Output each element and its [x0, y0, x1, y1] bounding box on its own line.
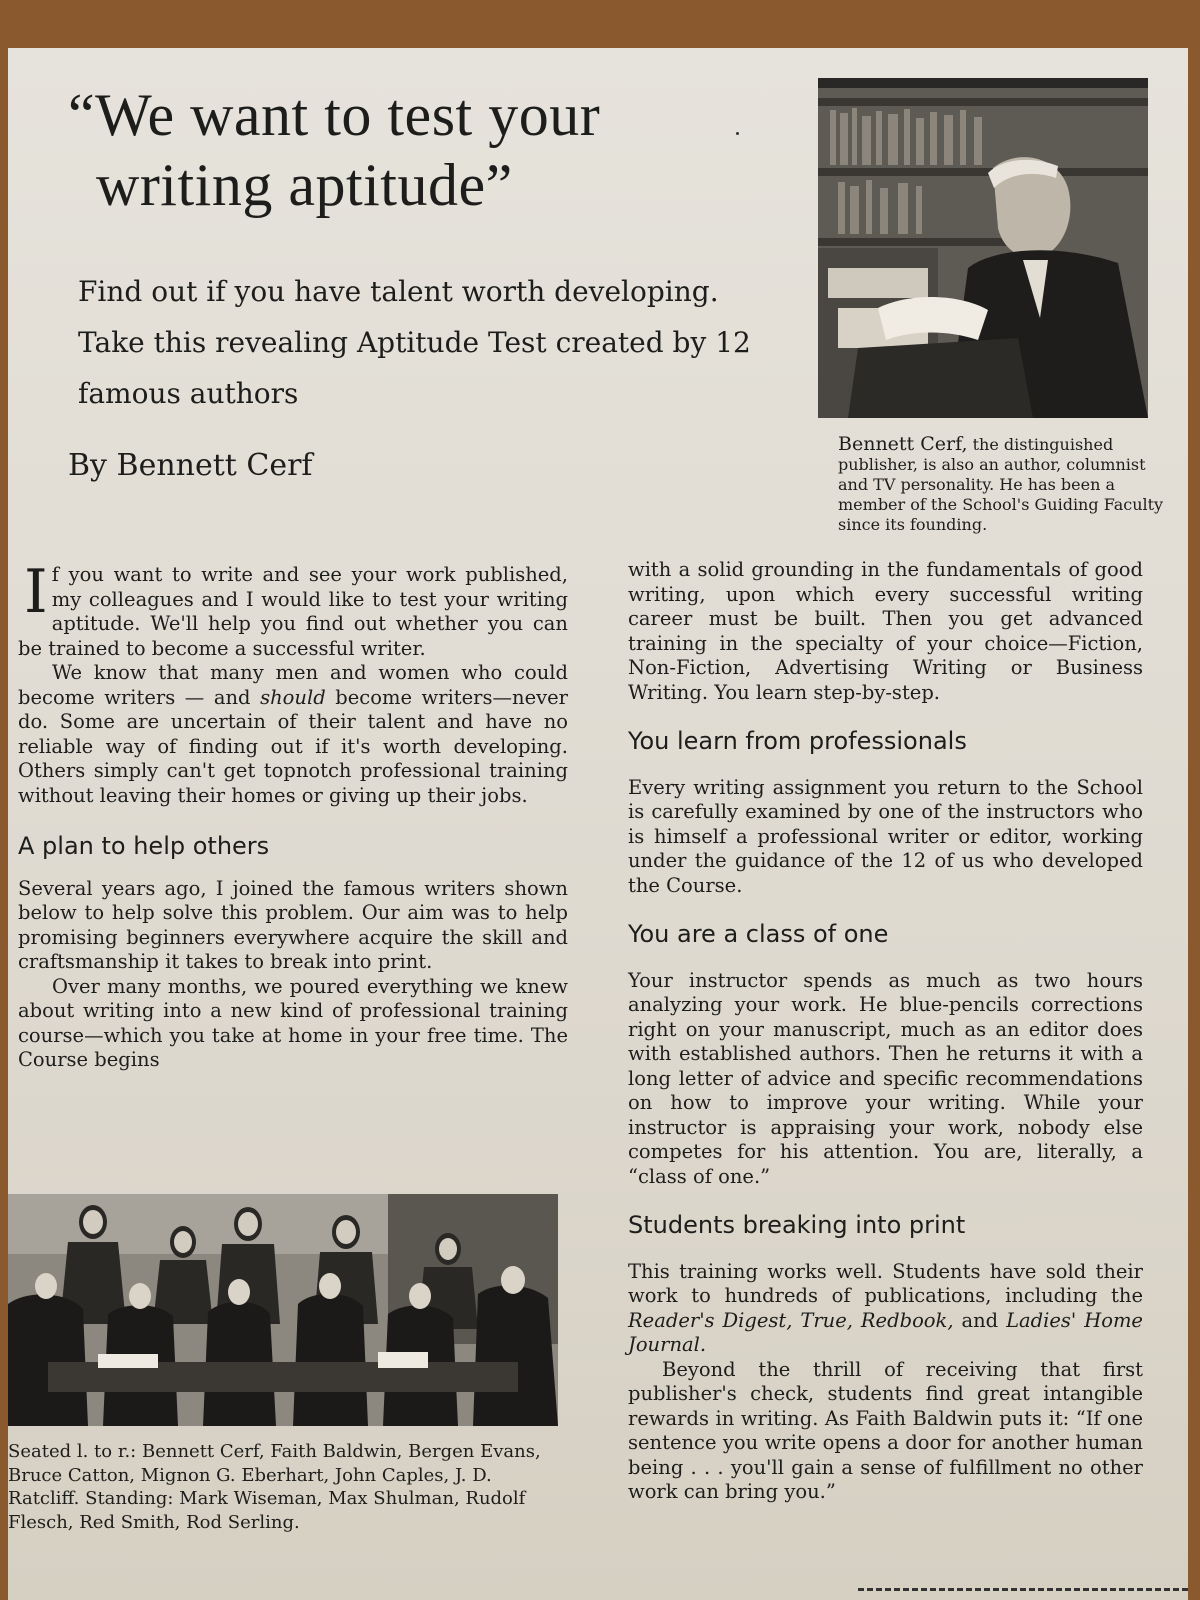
faculty-group-photo — [8, 1194, 558, 1426]
faculty-photo-caption: Seated l. to r.: Bennett Cerf, Faith Baldwin, Bergen Evans, Bruce Catton, Mignon G. Eberhart, John Caples, J. D. Ratcliff. Standing: Mark Wiseman, Max Shulman, Rudolf Flesch, Red Smith, Rod Serling. — [8, 1441, 541, 1533]
byline: By Bennett Cerf — [68, 448, 313, 483]
right-paragraph-1: with a solid grounding in the fundamentals of good writing, upon which every successful writing career must be built. Then you get advanced training in the specialty of your choice—Fiction, Non-Fiction, Advertising Writing or Business Writing. You learn step-by-step. — [628, 558, 1143, 704]
faculty-group-photo-illustration — [8, 1194, 558, 1426]
heading-plan-to-help: A plan to help others — [18, 832, 270, 860]
left-column — [8, 557, 568, 1073]
bennett-cerf-photo — [818, 78, 1148, 418]
publication-names-2: Ladies' Home Journal. — [628, 1308, 1143, 1356]
caption-name: Bennett Cerf, — [838, 433, 968, 455]
ink-speck — [736, 132, 739, 135]
headline — [68, 80, 768, 220]
right-column — [628, 558, 1143, 1505]
right-paragraph-4 — [628, 1260, 1143, 1358]
cerf-photo-caption — [838, 434, 1178, 535]
headline-line-1: “We want to test your — [68, 82, 601, 148]
right-paragraph-4-b: and — [953, 1308, 1007, 1332]
intro-text: f you want to write and see your work published, my colleagues and I would like to test your writing aptitude. We'll help you find out whether you can be trained to become a successful writer. — [18, 563, 568, 660]
paragraph-2 — [18, 661, 568, 808]
caption-text: the distinguished publisher, is also an author, columnist and TV personality. He has been a member of the School's Guiding Faculty since its founding. — [838, 435, 1164, 534]
drop-cap: I — [24, 557, 48, 627]
right-paragraph-5: Beyond the thrill of receiving that first publisher's check, students find great intangible rewards in writing. As Faith Baldwin puts it: “If one sentence you write opens a door for another human being . . . you'll gain a sense of fulfillment no other work can bring you.” — [628, 1357, 1143, 1503]
heading-class-of-one: You are a class of one — [628, 920, 889, 948]
publication-names-1: Reader's Digest, True, Redbook, — [628, 1308, 954, 1332]
paragraph-2-emphasis: should — [260, 685, 326, 709]
paragraph-4: Over many months, we poured everything we knew about writing into a new kind of professional training course—which you take at home in your free time. The Course begins — [18, 974, 568, 1071]
subheadline: Find out if you have talent worth developing. Take this revealing Aptitude Test created by 12 famous authors — [78, 275, 751, 410]
perforation-line — [858, 1588, 1188, 1591]
right-paragraph-3: Your instructor spends as much as two hours analyzing your work. He blue-pencils corrections right on your manuscript, much as an editor does with established authors. Then he returns it with a long letter of advice and specific recommendations on how to improve your writing. While your instructor is appraising your work, nobody else competes for his attention. You are, literally, a “class of one.” — [628, 968, 1143, 1188]
bennett-cerf-photo-illustration — [818, 78, 1148, 418]
heading-breaking-into-print: Students breaking into print — [628, 1211, 966, 1239]
paragraph-3: Several years ago, I joined the famous writers shown below to help solve this problem. Our aim was to help promising beginners everywhere acquire the skill and craftsmanship it takes to break into print. — [18, 876, 568, 973]
headline-line-2: writing aptitude” — [96, 152, 513, 218]
paragraph-2-b: become writers—never do. Some are uncertain of their talent and have no reliable way of finding out if it's worth developing. Others simply can't get topnotch professional training without leaving their homes or giving up their jobs. — [18, 685, 568, 807]
intro-paragraph — [18, 557, 568, 661]
paragraph-2-a: We know that many men and women who could become writers — and — [18, 661, 568, 709]
heading-learn-from-professionals: You learn from professionals — [628, 727, 967, 755]
magazine-page — [8, 48, 1188, 1600]
right-paragraph-2: Every writing assignment you return to the School is carefully examined by one of the instructors who is himself a professional writer or editor, working under the guidance of the 12 of us who developed the Course. — [628, 775, 1143, 897]
right-paragraph-4-a: This training works well. Students have sold their work to hundreds of publications, including the — [628, 1259, 1143, 1307]
